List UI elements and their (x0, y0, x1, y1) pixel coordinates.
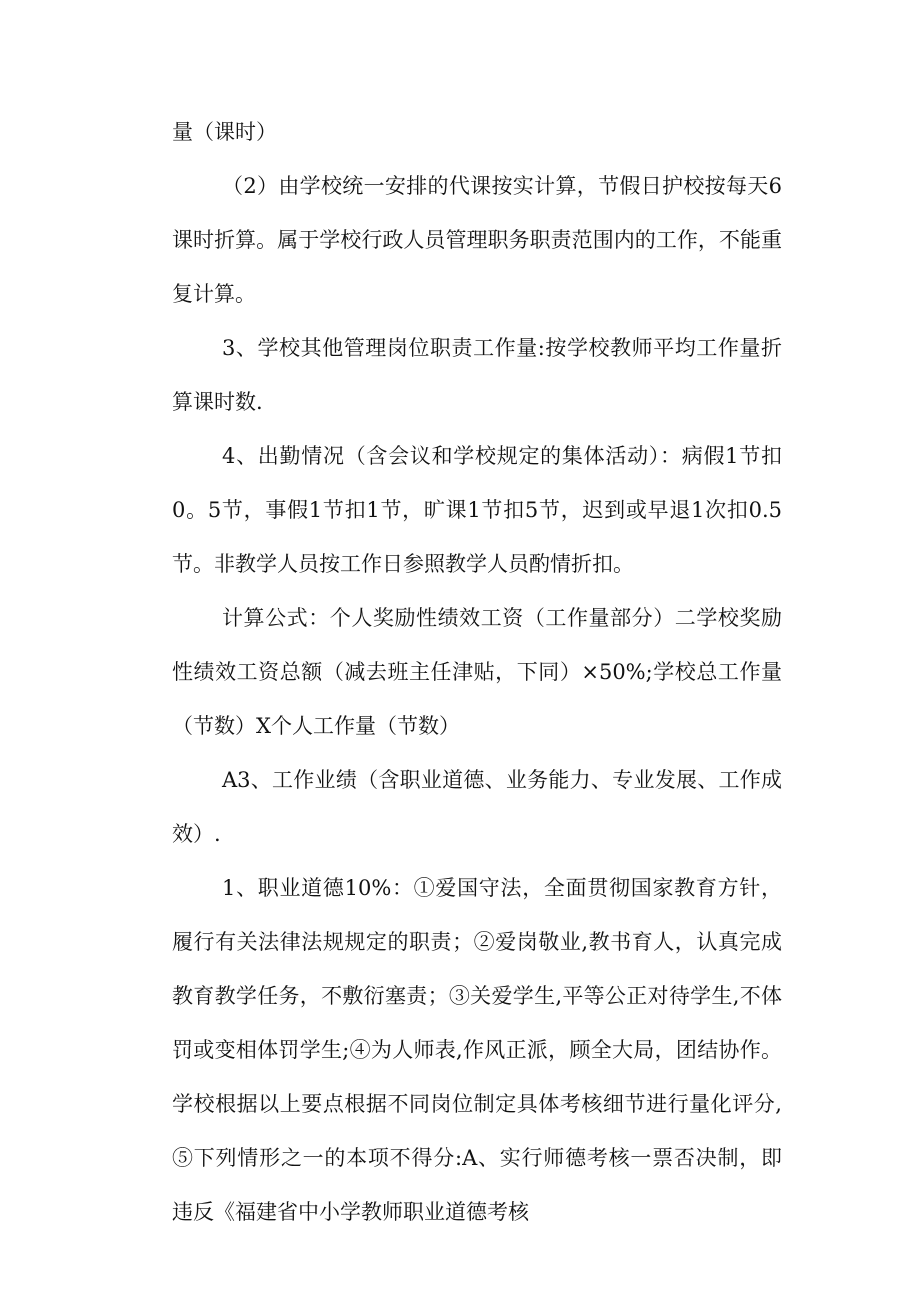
paragraph-substitute-classes: （2）由学校统一安排的代课按实计算，节假日护校按每天6课时折算。属于学校行政人员管理职务职责范围内的工作，不能重复计算。 (172, 174, 782, 306)
paragraph-attendance: 4、出勤情况（含会议和学校规定的集体活动）：病假1节扣0。5节，事假1节扣1节，旷课1节扣5节，迟到或早退1次扣0.5节。非教学人员按工作日参照教学人员酌情折扣。 (172, 444, 782, 576)
paragraph-professional-ethics: 1、职业道德10%：①爱国守法，全面贯彻国家教育方针，履行有关法律法规规定的职责；②爱岗敬业,教书育人，认真完成教育教学任务，不敷衍塞责；③关爱学生,平等公正对待学生,不体罚或变相体罚学生;④为人师表,作风正派，顾全大局，团结协作。学校根据以上要点根据不同岗位制定具体考核细节进行量化评分,⑤下列情形之一的本项不得分:A、实行师德考核一票否决制，即违反《福建省中小学教师职业道德考核 (172, 876, 782, 1224)
paragraph-formula: 计算公式：个人奖励性绩效工资（工作量部分）二学校奖励性绩效工资总额（减去班主任津贴，下同）×50%;学校总工作量（节数）X个人工作量（节数） (172, 606, 782, 738)
paragraph-continuation: 量（课时） (172, 120, 277, 144)
paragraph-management-workload: 3、学校其他管理岗位职责工作量:按学校教师平均工作量折算课时数. (172, 336, 782, 414)
document-body (172, 105, 782, 1239)
paragraph-a3-performance: A3、工作业绩（含职业道德、业务能力、专业发展、工作成效）. (172, 768, 782, 846)
